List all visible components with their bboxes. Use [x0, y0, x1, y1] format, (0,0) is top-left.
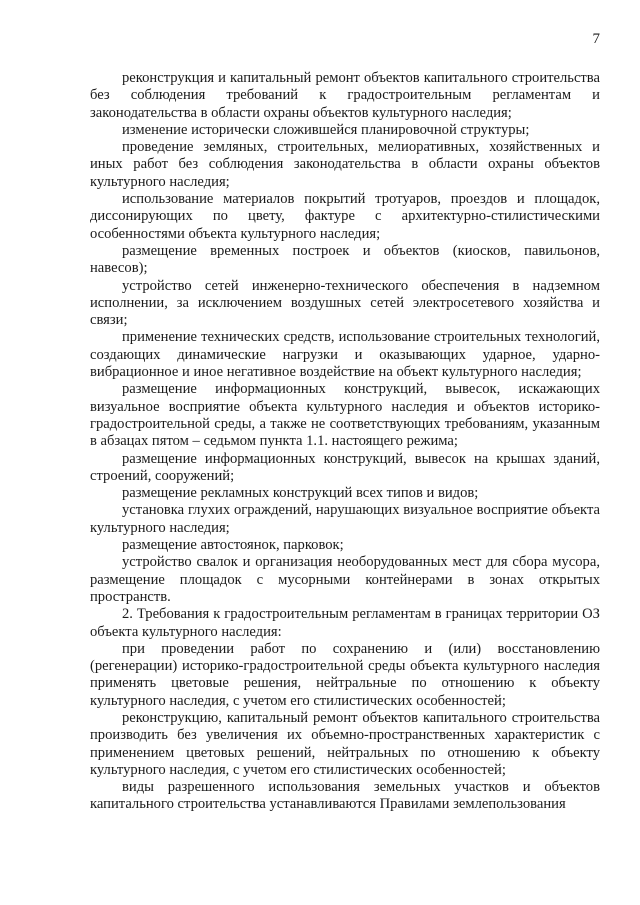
paragraph-13: устройство свалок и организация необорудованных мест для сбора мусора, размещение площадок с мусорными контейнерами в зонах открытых пространств. [90, 554, 600, 605]
paragraph-3: проведение земляных, строительных, мелиоративных, хозяйственных и иных работ без соблюдения законодательства в области охраны объектов культурного наследия; [90, 139, 600, 190]
paragraph-12: размещение автостоянок, парковок; [122, 537, 344, 554]
paragraph-5: размещение временных построек и объектов (киосков, павильонов, навесов); [90, 242, 600, 277]
page-number: 7 [592, 31, 600, 47]
paragraph-10: размещение рекламных конструкций всех типов и видов; [122, 485, 479, 502]
paragraph-17: виды разрешенного использования земельных участков и объектов капитального строительства устанавливаются Правилами землепользования [90, 779, 600, 813]
paragraph-1: реконструкция и капитальный ремонт объектов капитального строительства без соблюдения требований к градостроительным регламентам и законодательства в области охраны объектов культурного наследия; [90, 70, 600, 121]
paragraph-6: устройство сетей инженерно-технического обеспечения в надземном исполнении, за исключением воздушных сетей электросетевого хозяйства и связи; [90, 277, 600, 329]
paragraph-4: использование материалов покрытий тротуаров, проездов и площадок, диссонирующих по цвету, фактуре с архитектурно-стилистическими особенностями объекта культурного наследия; [90, 191, 600, 242]
paragraph-2: изменение исторически сложившейся планировочной структуры; [122, 121, 530, 138]
paragraph-11: установка глухих ограждений, нарушающих визуальное восприятие объекта культурного наследия; [90, 502, 600, 536]
document-body [90, 70, 600, 814]
paragraph-9: размещение информационных конструкций, вывесок на крышах зданий, строений, сооружений; [90, 450, 600, 484]
paragraph-15: при проведении работ по сохранению и (или) восстановлению (регенерации) историко-градостроительной среды объекта культурного наследия применять цветовые решения, нейтральные по отношению к объекту культурного наследия, с учетом его стилистических особенностей; [90, 640, 600, 709]
paragraph-16: реконструкцию, капитальный ремонт объектов капитального строительства производить без увеличения их объемно-пространственных характеристик с применением цветовых решений, нейтральных по отношению к объекту культурного наследия, с учетом его стилистических особенностей; [90, 709, 600, 778]
paragraph-8: размещение информационных конструкций, вывесок, искажающих визуальное восприятие объекта культурного наследия и объектов историко-градостроительной среды, а также не соответствующих требованиям, указанным в абзацах пятом – седьмом пункта 1.1. настоящего режима; [90, 381, 600, 450]
section-heading-2: 2. Требования к градостроительным регламентам в границах территории ОЗ объекта культурного наследия: [90, 606, 600, 640]
paragraph-7: применение технических средств, использование строительных технологий, создающих динамические нагрузки и оказывающих ударное, ударно-вибрационное и иное негативное воздействие на объект культурного наследия; [90, 329, 600, 381]
